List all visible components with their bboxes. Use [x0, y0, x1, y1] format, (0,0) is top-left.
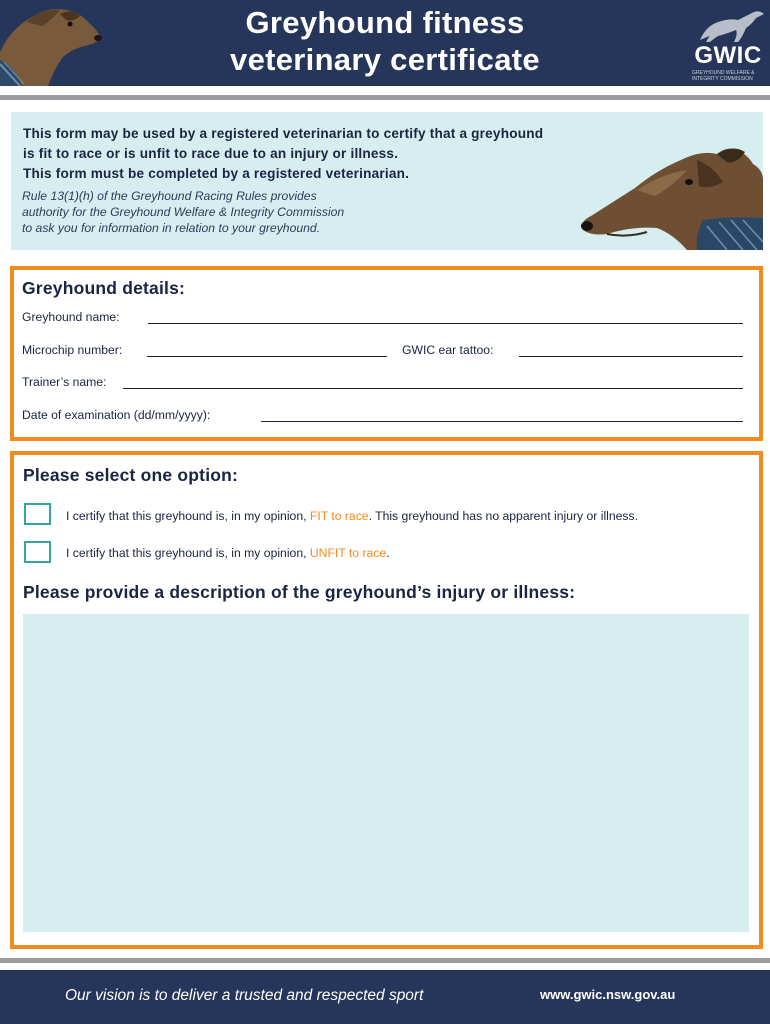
unfit-to-race-checkbox[interactable]: [24, 541, 51, 563]
unfit-statement-prefix: I certify that this greyhound is, in my opinion,: [66, 546, 310, 560]
gwic-logo: [688, 4, 768, 84]
select-option-title: Please select one option:: [23, 465, 239, 485]
microchip-number-field[interactable]: [147, 356, 387, 357]
page-footer: [0, 970, 770, 1024]
page-title-line-2: veterinary certificate: [230, 42, 540, 77]
fit-statement-prefix: I certify that this greyhound is, in my opinion,: [66, 509, 310, 523]
unfit-to-race-highlight: UNFIT to race: [309, 546, 387, 560]
ear-tattoo-label: GWIC ear tattoo:: [402, 343, 494, 357]
fit-to-race-statement: [66, 509, 638, 523]
trainer-name-field[interactable]: [123, 388, 743, 389]
rule-reference: [22, 188, 422, 236]
fit-to-race-checkbox[interactable]: [24, 503, 51, 525]
intro-line: This form must be completed by a registered veterinarian.: [23, 166, 410, 181]
injury-description-field[interactable]: [23, 614, 749, 932]
greyhound-name-field[interactable]: [148, 323, 743, 324]
ear-tattoo-field[interactable]: [519, 356, 743, 357]
unfit-to-race-statement: [66, 546, 390, 560]
injury-description-title: Please provide a description of the greyhound’s injury or illness:: [23, 582, 576, 602]
greyhound-name-label: Greyhound name:: [22, 310, 120, 324]
fit-to-race-highlight: FIT to race: [309, 509, 369, 523]
intro-statement: [23, 124, 643, 184]
greyhound-photo: [577, 130, 763, 250]
trainer-name-label: Trainer’s name:: [22, 375, 107, 389]
page-title-line-1: Greyhound fitness: [245, 5, 525, 40]
page-header: [0, 0, 770, 86]
rule-line: to ask you for information in relation to your greyhound.: [22, 221, 321, 235]
vision-statement: Our vision is to deliver a trusted and respected sport: [65, 987, 424, 1004]
intro-panel: [11, 112, 763, 250]
fit-statement-suffix: . This greyhound has no apparent injury or illness.: [368, 509, 638, 523]
greyhound-details-title: Greyhound details:: [22, 278, 186, 298]
header-divider: [0, 95, 770, 100]
examination-date-label: Date of examination (dd/mm/yyyy):: [22, 408, 211, 422]
gwic-greyhound-logo-icon: [688, 4, 768, 44]
rule-line: authority for the Greyhound Welfare & Integrity Commission: [22, 205, 345, 219]
gwic-logo-subtext: GREYHOUND WELFARE & INTEGRITY COMMISSION: [692, 70, 755, 82]
examination-date-field[interactable]: [261, 421, 743, 422]
footer-divider: [0, 958, 770, 963]
intro-line: This form may be used by a registered veterinarian to certify that a greyhound: [23, 126, 544, 141]
rule-line: Rule 13(1)(h) of the Greyhound Racing Rules provides: [22, 189, 317, 203]
website-link[interactable]: www.gwic.nsw.gov.au: [540, 987, 676, 1002]
gwic-logo-text: GWIC: [694, 42, 762, 69]
unfit-statement-suffix: .: [386, 546, 390, 560]
page-title: [150, 4, 620, 78]
greyhound-details-section: [10, 266, 763, 441]
intro-line: is fit to race or is unfit to race due to an injury or illness.: [23, 146, 399, 161]
microchip-number-label: Microchip number:: [22, 343, 123, 357]
greyhound-header-photo: [0, 0, 108, 86]
